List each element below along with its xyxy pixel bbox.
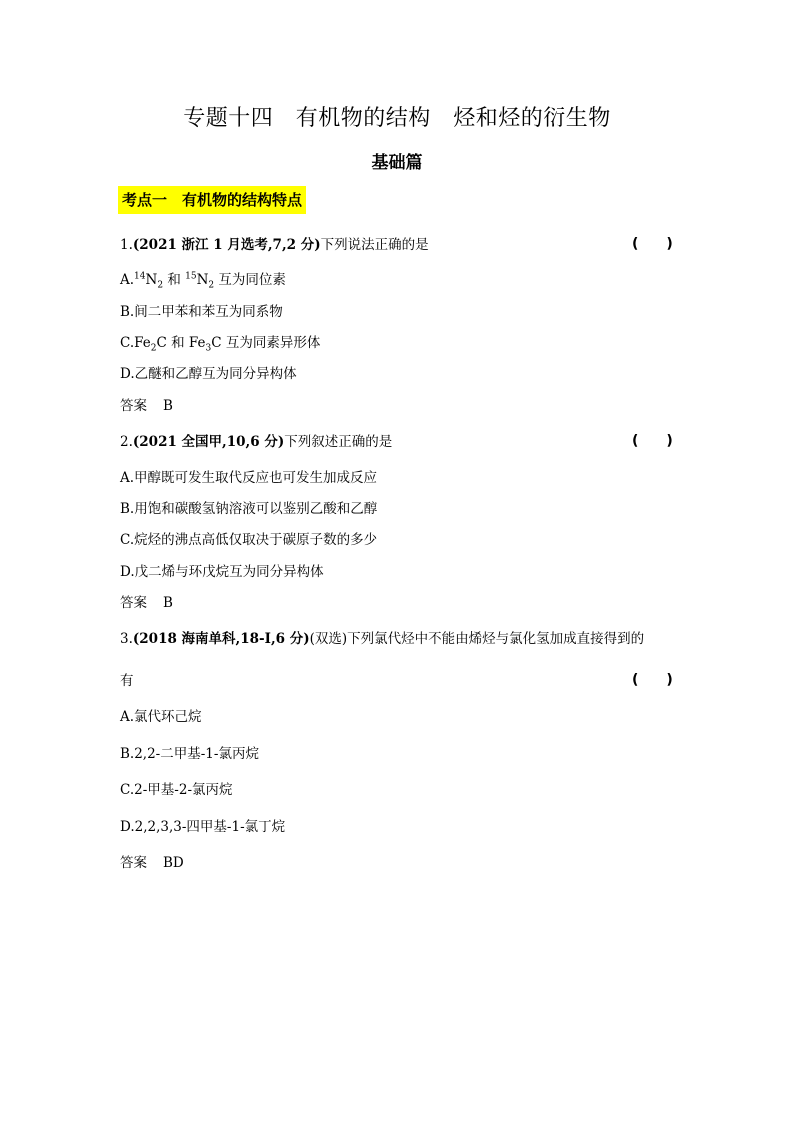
question-source: (2021 浙江 1 月选考,7,2 分) bbox=[132, 237, 321, 253]
question-3-answer bbox=[120, 851, 184, 871]
question-2-option-b: B.用饱和碳酸氢钠溶液可以鉴别乙酸和乙醇 bbox=[120, 501, 378, 517]
section-heading: 考点一 有机物的结构特点 bbox=[118, 186, 306, 214]
question-number: 3. bbox=[120, 631, 133, 647]
question-1-option-d: D.乙醚和乙醇互为同分异构体 bbox=[120, 366, 297, 382]
question-source: (2021 全国甲,10,6 分) bbox=[132, 434, 285, 450]
answer-value: B bbox=[163, 398, 173, 414]
question-1-option-b: B.间二甲苯和苯互为同系物 bbox=[120, 304, 283, 320]
answer-label: 答案 bbox=[120, 595, 147, 611]
question-1-option-a: $A.^{14}N_2$ 和 $^{15}N_2$ 互为同位素 bbox=[120, 271, 286, 291]
question-2-option-d: D.戊二烯与环戊烷互为同分异构体 bbox=[120, 564, 324, 580]
question-number: 1. bbox=[120, 237, 133, 253]
question-source: (2018 海南单科,18-Ⅰ,6 分) bbox=[132, 631, 310, 647]
question-text: (双选)下列氯代烃中不能由烯烃与氯化氢加成直接得到的 bbox=[309, 631, 645, 647]
question-1-option-c: $C.Fe_2C$ 和 $Fe_3C$ 互为同素异形体 bbox=[120, 335, 321, 354]
question-2-answer bbox=[120, 591, 173, 611]
question-3-option-c: C.2-甲基-2-氯丙烷 bbox=[120, 782, 233, 798]
page-title: 专题十四 有机物的结构 烃和烃的衍生物 bbox=[183, 106, 611, 131]
question-2-option-c: C.烷烃的沸点高低仅取决于碳原子数的多少 bbox=[120, 532, 378, 548]
question-1-answer bbox=[120, 394, 173, 414]
question-3-option-d: D.2,2,3,3-四甲基-1-氯丁烷 bbox=[120, 819, 286, 835]
page-subtitle: 基础篇 bbox=[371, 153, 423, 173]
question-2-stem bbox=[120, 430, 392, 450]
answer-label: 答案 bbox=[120, 855, 147, 871]
question-2-option-a: A.甲醇既可发生取代反应也可发生加成反应 bbox=[120, 470, 378, 486]
question-number: 2. bbox=[120, 434, 133, 450]
answer-bracket: ( ) bbox=[632, 236, 673, 252]
question-1-stem bbox=[120, 233, 429, 253]
question-text: 下列叙述正确的是 bbox=[284, 434, 393, 450]
answer-bracket: ( ) bbox=[632, 433, 673, 449]
question-3-option-a: A.氯代环己烷 bbox=[120, 709, 202, 725]
answer-label: 答案 bbox=[120, 398, 147, 414]
question-text: 下列说法正确的是 bbox=[320, 237, 429, 253]
answer-bracket: ( ) bbox=[632, 672, 673, 688]
question-3-stem-continued: 有 bbox=[120, 673, 134, 689]
answer-value: BD bbox=[163, 855, 184, 871]
answer-value: B bbox=[163, 595, 173, 611]
question-3-option-b: B.2,2-二甲基-1-氯丙烷 bbox=[120, 746, 259, 762]
question-3-stem bbox=[120, 627, 644, 647]
